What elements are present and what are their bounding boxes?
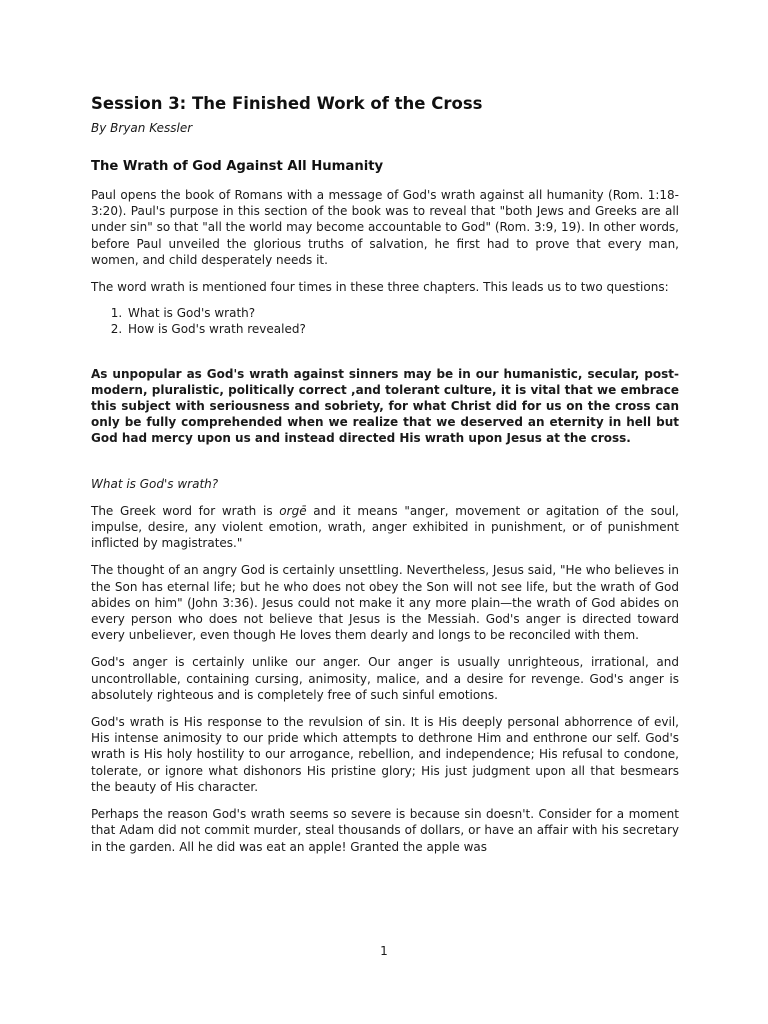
unlike-anger-paragraph: God's anger is certainly unlike our anger. Our anger is usually unrighteous, irrational, and uncontrollable, containing cursing, animosity, malice, and a desire for revenge. God's anger is absolutely righteous and is completely free of such sinful emotions. <box>91 655 679 702</box>
section-heading: The Wrath of God Against All Humanity <box>91 159 384 174</box>
severity-paragraph: Perhaps the reason God's wrath seems so severe is because sin doesn't. Consider for a moment that Adam did not commit murder, steal thousands of dollars, or have an affair with his secretary in the garden. All he did was eat an apple! Granted the apple was <box>91 807 679 854</box>
subheading: What is God's wrath? <box>91 476 219 491</box>
wrath-response-paragraph: God's wrath is His response to the revulsion of sin. It is His deeply personal abhorrence of evil, His intense animosity to our pride which attempts to dethrone Him and enthrone our self. God's wrath is His holy hostility to our arrogance, rebellion, and independence; His refusal to condone, tolerate, or ignore what dishonors His pristine glory; His just judgment upon all that besmears the beauty of His character. <box>91 715 679 794</box>
list-item: 1. What is God's wrath? <box>126 305 679 321</box>
page-number: 1 <box>380 944 388 958</box>
bold-emphasis-paragraph: As unpopular as God's wrath against sinners may be in our humanistic, secular, post-modern, pluralistic, politically correct ,and tolerant culture, it is vital that we embrace this subject with seriousness and sobriety, for what Christ did for us on the cross can only be fully comprehended when we realize that we deserved an eternity in hell but God had mercy upon us and instead directed His wrath upon Jesus at the cross. <box>91 366 679 446</box>
greek-word: orgē <box>279 503 307 518</box>
angry-god-paragraph: The thought of an angry God is certainly unsettling. Nevertheless, Jesus said, "He who believes in the Son has eternal life; but he who does not obey the Son will not see life, but the wrath of God abides on him" (John 3:36). Jesus could not make it any more plain—the wrath of God abides on every person who does not believe that Jesus is the Messiah. God's anger is directed toward every unbeliever, even though He loves them dearly and longs to be reconciled with them. <box>91 563 679 643</box>
document-title: Session 3: The Finished Work of the Cross <box>91 94 483 113</box>
greek-text-after: and it means "anger, movement or agitation of the soul, impulse, desire, any violent emotion, wrath, anger exhibited in punishment, or of punishment inflicted by magistrates." <box>91 503 679 551</box>
list-item: 2. How is God's wrath revealed? <box>126 321 679 337</box>
greek-definition-paragraph <box>91 503 679 552</box>
author-byline: By Bryan Kessler <box>91 121 193 135</box>
greek-text-before: The Greek word for wrath is <box>91 503 280 518</box>
document-page <box>91 92 679 855</box>
questions-intro-paragraph: The word wrath is mentioned four times in these three chapters. This leads us to two questions: <box>91 280 669 295</box>
intro-paragraph: Paul opens the book of Romans with a message of God's wrath against all humanity (Rom. 1:18-3:20). Paul's purpose in this section of the book was to reveal that "both Jews and Greeks are all under sin" so that "all the world may become accountable to God" (Rom. 3:9, 19). In other words, before Paul unveiled the glorious truths of salvation, he first had to prove that every man, women, and child desperately needs it. <box>91 188 679 267</box>
questions-list <box>91 305 679 337</box>
